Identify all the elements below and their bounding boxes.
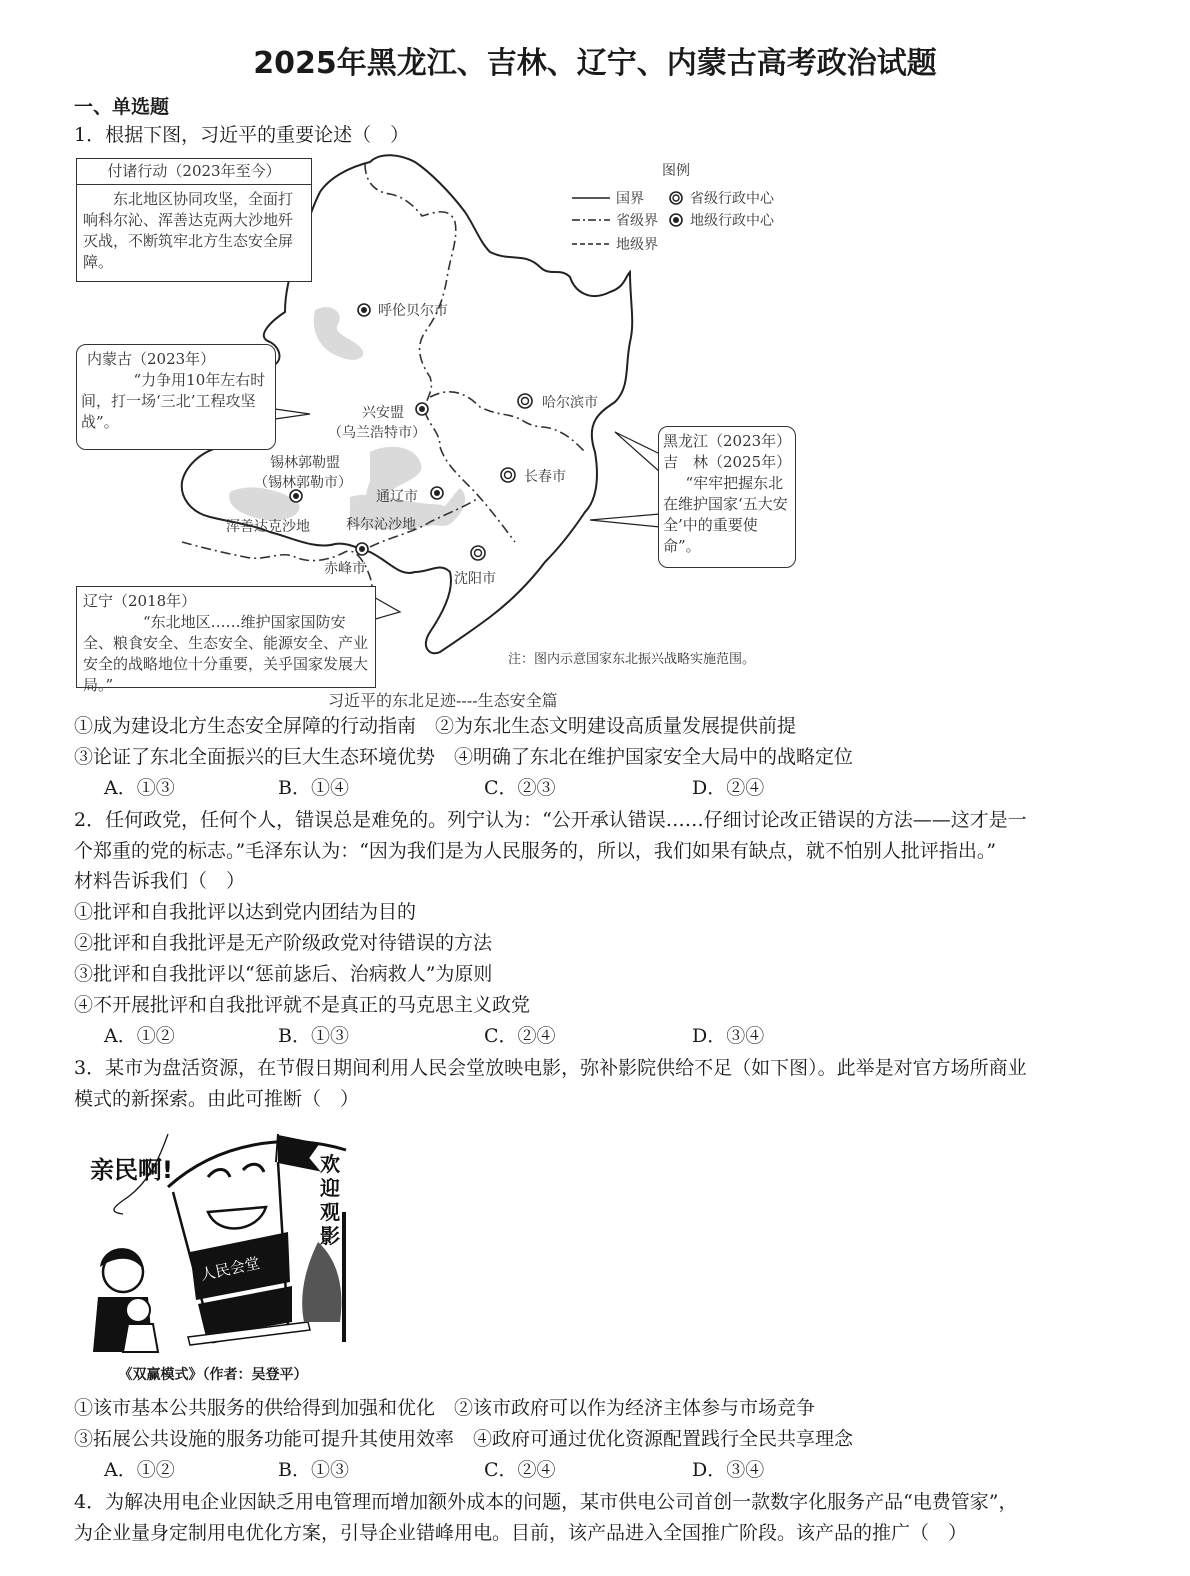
legend-provincial-center: 省级行政中心 (690, 191, 774, 207)
q3-item-row-1: ①该市基本公共服务的供给得到加强和优化 ②该市政府可以作为经济主体参与市场竞争 (74, 1397, 816, 1419)
callout-liaoning-header: 辽宁（2018年） (83, 592, 197, 610)
callout-inner-mongolia (76, 344, 276, 450)
map-note: 注：图内示意国家东北振兴战略实施范围。 (508, 652, 756, 667)
q4-stem-line-1: 4．为解决用电企业因缺乏用电管理而增加额外成本的问题，某市供电公司首创一款数字化服务产品“电费管家”， (74, 1491, 1018, 1513)
cartoon-building-sign: 人民会堂 (198, 1253, 262, 1285)
legend-prefecture-border: 地级界 (616, 237, 658, 253)
city-shenyang: 沈阳市 (454, 571, 496, 587)
q4-stem-line-2: 为企业量身定制用电优化方案，引导企业错峰用电。目前，该产品进入全国推广阶段。该产品的推广（ ） (74, 1522, 968, 1544)
callout-hlj-header: 黑龙江（2023年） (663, 432, 792, 450)
callout-inner-mongolia-body: “力争用10年左右时间，打一场‘三北’工程攻坚战”。 (81, 371, 266, 431)
page-title: 2025年黑龙江、吉林、辽宁、内蒙古高考政治试题 (253, 46, 937, 81)
q2-item-3: ③批评和自我批评以“惩前毖后、治病救人”为原则 (74, 963, 493, 985)
label-keerqin-sandland: 科尔沁沙地 (346, 517, 416, 533)
callout-jl-header: 吉 林（2025年） (663, 453, 792, 471)
city-xilinguole-meng: 锡林郭勒盟 (270, 455, 340, 471)
q3-option-d[interactable]: D．③④ (692, 1459, 765, 1481)
q3-item-row-2: ③拓展公共设施的服务功能可提升其使用效率 ④政府可通过优化资源配置践行全民共享理念 (74, 1428, 854, 1450)
q1-item-row-2: ③论证了东北全面振兴的巨大生态环境优势 ④明确了东北在维护国家安全大局中的战略定位 (74, 746, 854, 768)
city-xinganmeng: 兴安盟 (362, 405, 404, 421)
callout-action-box (76, 158, 312, 282)
q3-option-c[interactable]: C．②④ (484, 1459, 556, 1481)
q2-stem-line-2: 个郑重的党的标志。”毛泽东认为：“因为我们是为人民服务的，所以，我们如果有缺点，就不怕别人批评指出。” (74, 840, 997, 862)
city-xilinguole-shi: （锡林郭勒市） (254, 475, 352, 491)
callout-inner-mongolia-header: 内蒙古（2023年） (87, 350, 216, 368)
city-chifeng: 赤峰市 (324, 561, 366, 577)
q1-option-c[interactable]: C．②③ (484, 777, 556, 799)
city-hulunbeier: 呼伦贝尔市 (378, 303, 448, 319)
city-changchun: 长春市 (524, 469, 566, 485)
city-harbin: 哈尔滨市 (542, 395, 598, 411)
cartoon-banner-text: 欢迎观影 (320, 1152, 340, 1248)
callout-action-header: 付诸行动（2023年至今） (77, 159, 311, 185)
northeast-map-figure (70, 152, 810, 692)
q2-item-1: ①批评和自我批评以达到党内团结为目的 (74, 901, 417, 923)
callout-heilongjiang-jilin (658, 426, 796, 568)
callout-hlj-body: “牢牢把握东北在维护国家‘五大安全’中的重要使命”。 (663, 474, 788, 555)
label-hunshandake-sandland: 浑善达克沙地 (226, 519, 310, 535)
q1-item-row-1: ①成为建设北方生态安全屏障的行动指南 ②为东北生态文明建设高质量发展提供前提 (74, 715, 797, 737)
callout-liaoning-body: “东北地区……维护国家国防安全、粮食安全、生态安全、能源安全、产业安全的战略地位十分重要，关乎国家发展大局。” (83, 613, 369, 694)
legend-title: 图例 (662, 163, 690, 179)
q1-stem: 1．根据下图，习近平的重要论述（ ） (74, 124, 410, 146)
q1-option-d[interactable]: D．②④ (692, 777, 765, 799)
q2-stem-line-1: 2．任何政党，任何个人，错误总是难免的。列宁认为：“公开承认错误……仔细讨论改正错误的方法——这才是一 (74, 809, 1027, 831)
callout-action-body: 东北地区协同攻坚，全面打响科尔沁、浑善达克两大沙地歼灭战，不断筑牢北方生态安全屏障。 (83, 190, 294, 271)
q3-stem-line-2: 模式的新探索。由此可推断（ ） (74, 1088, 360, 1110)
q2-option-b[interactable]: B．①③ (278, 1025, 349, 1047)
legend-provincial-border: 省级界 (616, 213, 658, 229)
q2-option-d[interactable]: D．③④ (692, 1025, 765, 1047)
q3-option-a[interactable]: A．①② (104, 1459, 175, 1481)
q1-option-a[interactable]: A．①③ (104, 777, 175, 799)
q2-item-4: ④不开展批评和自我批评就不是真正的马克思主义政党 (74, 994, 531, 1016)
callout-liaoning (76, 586, 376, 694)
cartoon-figure (78, 1122, 348, 1384)
q2-option-a[interactable]: A．①② (104, 1025, 175, 1047)
city-wulanhaote: （乌兰浩特市） (328, 425, 426, 441)
cartoon-speech-text: 亲民啊! (90, 1156, 173, 1184)
q2-option-c[interactable]: C．②④ (484, 1025, 556, 1047)
legend-national-border: 国界 (616, 191, 644, 207)
section-heading: 一、单选题 (74, 96, 170, 118)
q2-item-2: ②批评和自我批评是无产阶级政党对待错误的方法 (74, 932, 493, 954)
q2-stem-line-3: 材料告诉我们（ ） (74, 870, 246, 892)
cartoon-caption: 《双赢模式》（作者：吴登平） (118, 1367, 308, 1383)
map-caption: 习近平的东北足迹----生态安全篇 (328, 691, 558, 710)
legend-prefecture-center: 地级行政中心 (690, 213, 774, 229)
city-tongliao: 通辽市 (376, 489, 418, 505)
q1-option-b[interactable]: B．①④ (278, 777, 349, 799)
q3-option-b[interactable]: B．①③ (278, 1459, 349, 1481)
q3-stem-line-1: 3．某市为盘活资源，在节假日期间利用人民会堂放映电影，弥补影院供给不足（如下图）。此举是对官方场所商业 (74, 1057, 1027, 1079)
